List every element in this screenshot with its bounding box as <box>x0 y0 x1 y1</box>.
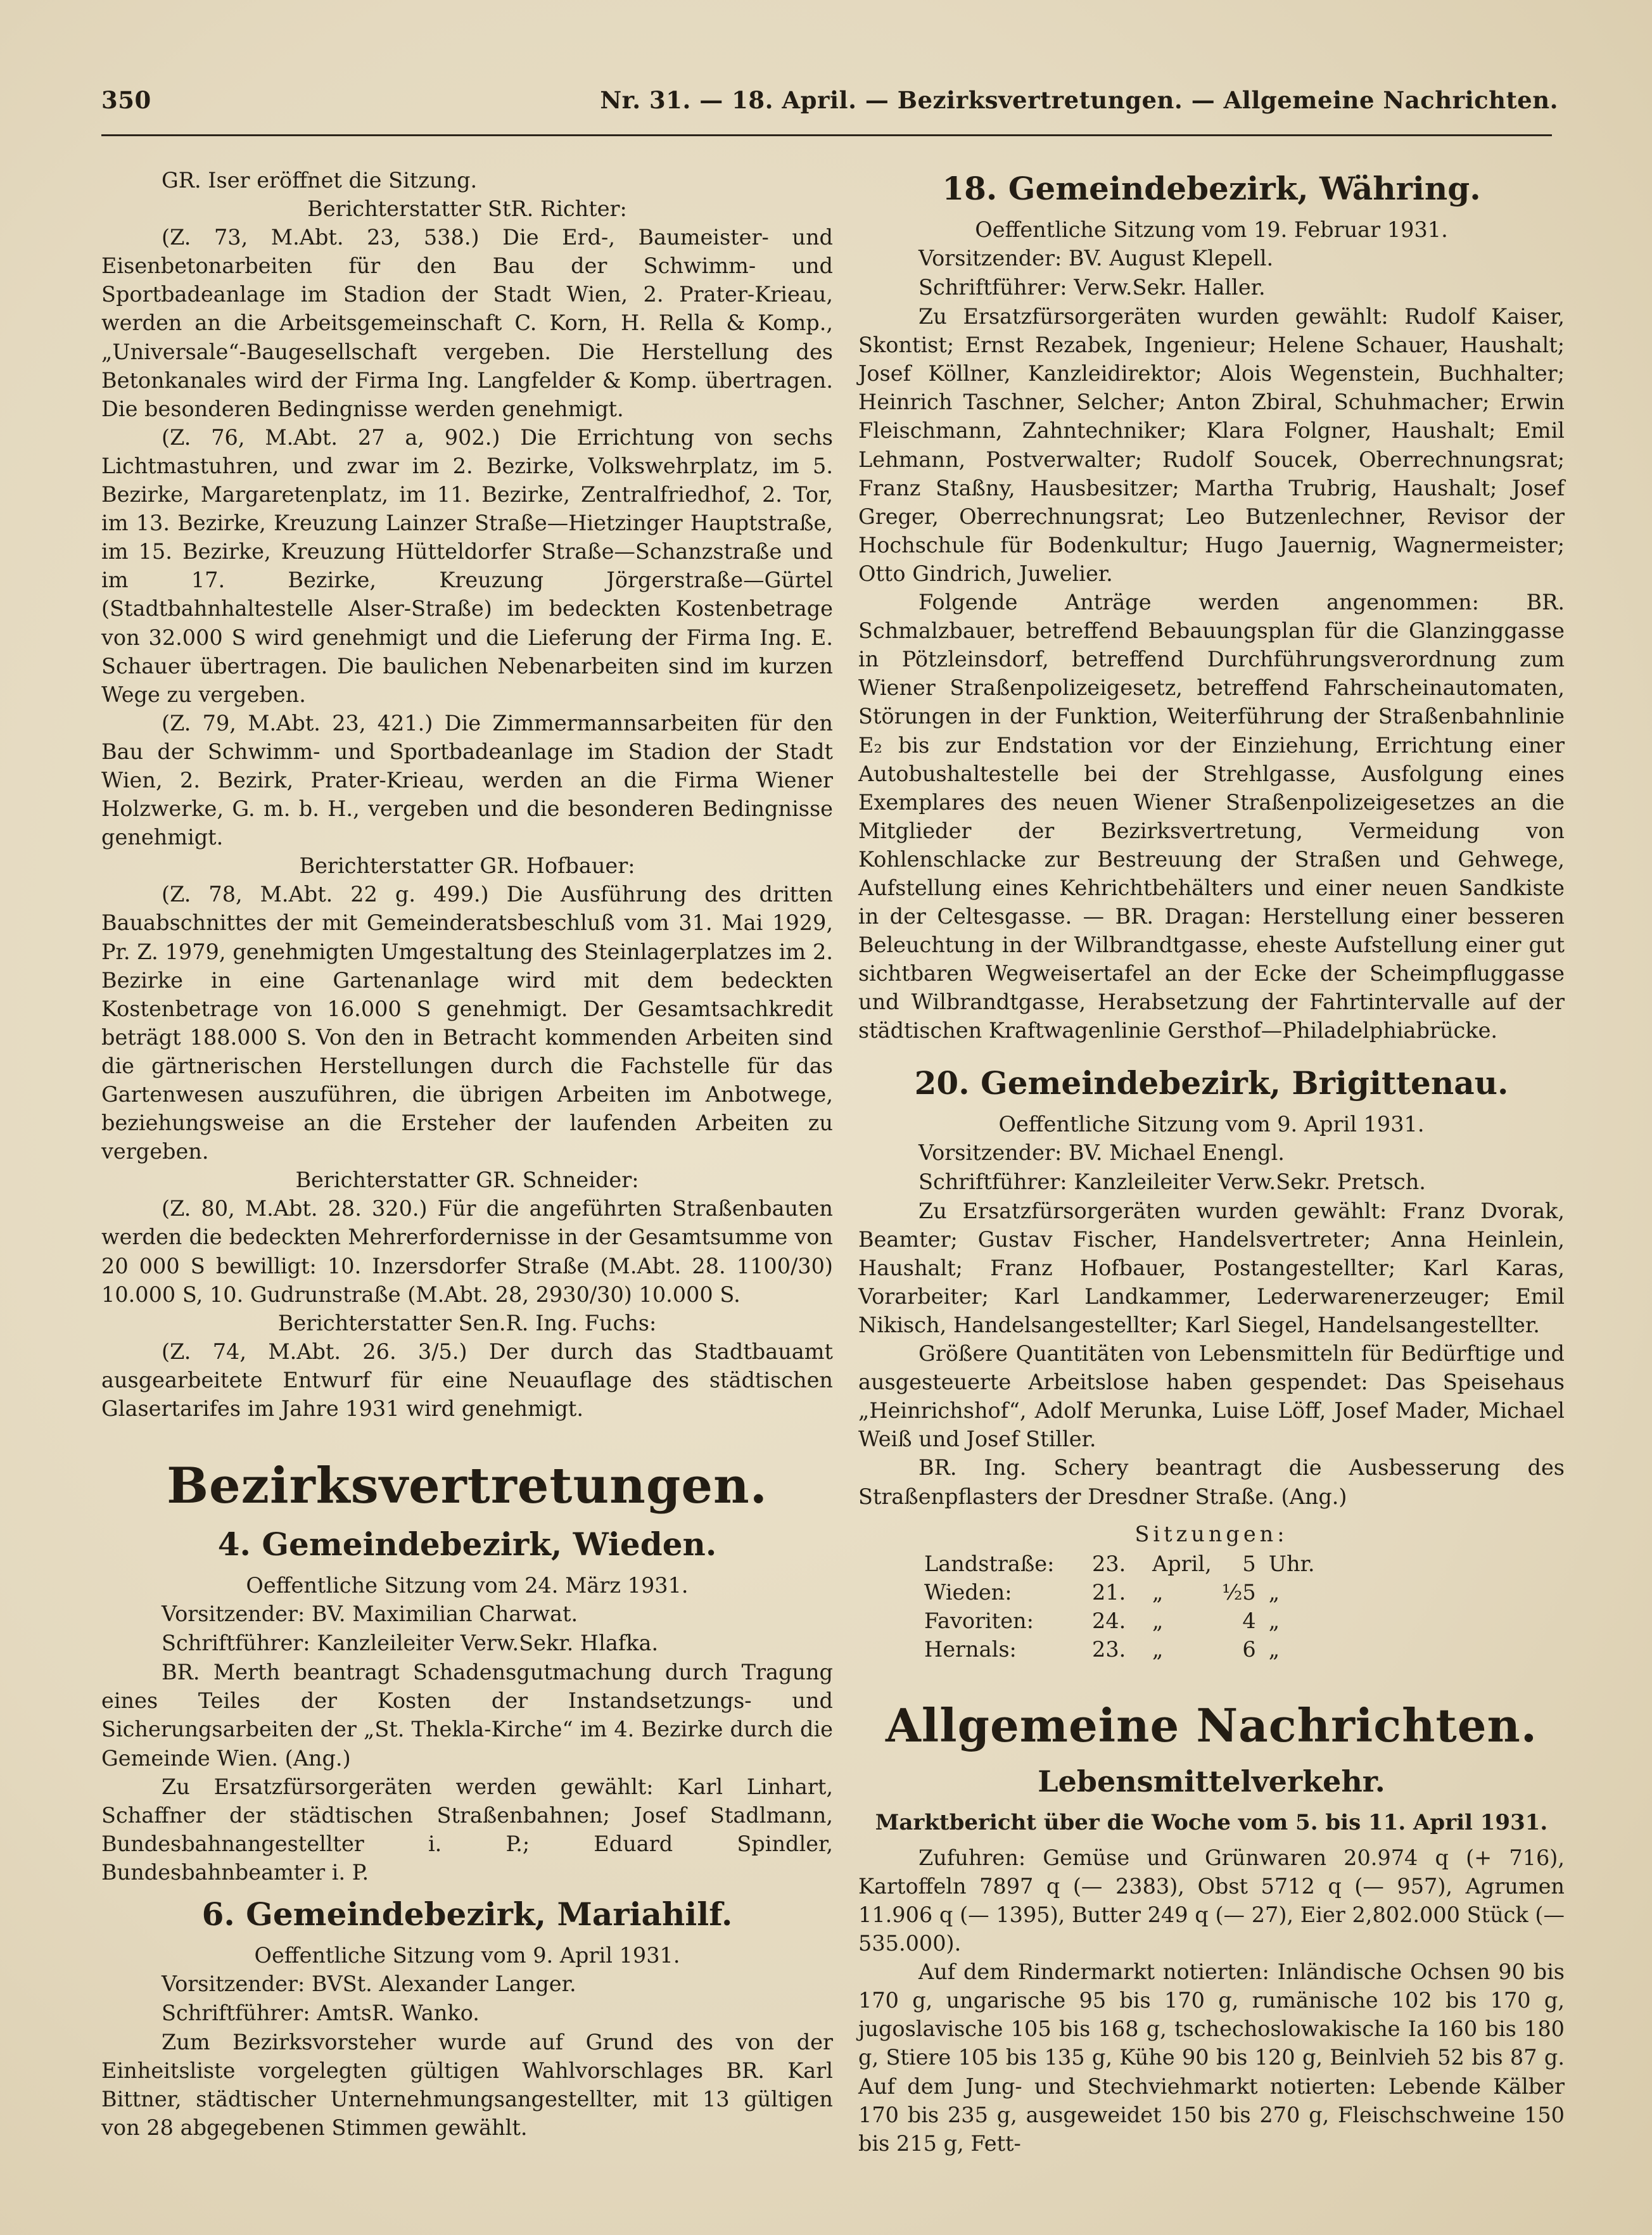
opening-paragraph: GR. Iser eröffnet die Sitzung. <box>162 168 478 193</box>
item-paragraph: (Z. 76, M.Abt. 27 a, 902.) Die Errichtung von sechs Lichtmastuhren, und zwar im 2. Bezirke, Volkswehrplatz, im 5. Bezirke, Margaretenplatz, im 11. Bezirke, Zentralfriedhof, 2. Tor, im 13. Bezirke, Kreuzung Lainzer Straße—Hietzinger Hauptstraße, im 15. Bezirke, Kreuzung Hütteldorfer Straße—Schanzstraße und im 17. Bezirke, Kreuzung Jörgerstraße—Gürtel (Stadtbahnhaltestelle Alser-Straße) im bedeckten Kostenbetrage von 32.000 S wird genehmigt und die Lieferung der Firma Ing. E. Schauer übertragen. Die baulichen Nebenarbeiten sind im kurzen Wege zu vergeben. <box>101 424 833 707</box>
secretary-line: Schriftführer: Kanzleileiter Verw.Sekr. Hlafka. <box>162 1631 659 1656</box>
day-cell: 24. <box>1092 1608 1126 1633</box>
time-cell: 5 <box>1242 1551 1256 1576</box>
reporter-line: Berichterstatter GR. Hofbauer: <box>299 853 635 879</box>
unit-cell: „ <box>1268 1608 1280 1633</box>
table-row <box>924 1578 1315 1607</box>
chair-line: Vorsitzender: BV. Maximilian Charwat. <box>162 1601 578 1627</box>
session-line: Oeffentliche Sitzung vom 9. April 1931. <box>254 1942 680 1968</box>
day-cell: 23. <box>1092 1636 1126 1662</box>
reporter-line: Berichterstatter StR. Richter: <box>307 196 627 222</box>
session-line: Oeffentliche Sitzung vom 24. März 1931. <box>246 1573 689 1598</box>
district-4-heading: 4. Gemeindebezirk, Wieden. <box>217 1525 717 1563</box>
subsection-heading-lebensmittelverkehr: Lebensmittelverkehr. <box>1038 1764 1385 1799</box>
district-cell: Hernals: <box>924 1636 1017 1662</box>
table-row <box>924 1635 1315 1664</box>
item-paragraph: (Z. 79, M.Abt. 23, 421.) Die Zimmermannsarbeiten für den Bau der Schwimm- und Sportbadeanlage im Stadion der Stadt Wien, 2. Bezirk, Prater-Krieau, werden an die Firma Wiener Holzwerke, G. m. b. H., vergeben und die besonderen Bedingnisse genehmigt. <box>101 710 833 850</box>
month-cell: „ <box>1152 1608 1164 1633</box>
item-paragraph: (Z. 78, M.Abt. 22 g. 499.) Die Ausführung des dritten Bauabschnittes der mit Gemeinderatsbeschluß vom 31. Mai 1929, Pr. Z. 1979, genehmigten Umgestaltung des Steinlagerplatzes im 2. Bezirke in eine Gartenanlage wird mit dem bedeckten Kostenbetrage von 16.000 S genehmigt. Der Gesamtsachkredit beträgt 188.000 S. Von den in Betracht kommenden Arbeiten sind die gärtnerischen Herstellungen durch die Fachstelle für das Gartenwesen auszuführen, die übrigen Arbeiten im Anbotwege, beziehungsweise an die Ersteher der laufenden Arbeiten zu vergeben. <box>101 882 833 1164</box>
district-paragraph: Zu Ersatzfürsorgeräten werden gewählt: Karl Linhart, Schaffner der städtischen Straßenbahnen; Josef Stadlmann, Bundesbahnangestellter i. P.; Eduard Spindler, Bundesbahnbeamter i. P. <box>101 1774 833 1885</box>
chair-line: Vorsitzender: BVSt. Alexander Langer. <box>162 1971 576 1997</box>
market-paragraph: Auf dem Rindermarkt notierten: Inländische Ochsen 90 bis 170 g, ungarische 95 bis 170 g, rumänische 102 bis 170 g, jugoslavische 105 bis 168 g, tschechoslowakische Ia 160 bis 180 g, Stiere 105 bis 135 g, Kühe 90 bis 120 g, Beinlvieh 52 bis 87 g. Auf dem Jung- und Stechviehmarkt notierten: Lebende Kälber 170 bis 235 g, ausgeweidet 150 bis 270 g, Fleischschweine 150 bis 215 g, Fett- <box>858 1959 1565 2156</box>
sessions-heading: Sitzungen: <box>1134 1521 1288 1546</box>
page-header <box>101 86 1558 124</box>
secretary-line: Schriftführer: AmtsR. Wanko. <box>162 2001 480 2026</box>
section-heading-bezirksvertretungen: Bezirksvertretungen. <box>167 1457 768 1515</box>
month-cell: „ <box>1152 1579 1164 1605</box>
time-cell: 4 <box>1242 1608 1256 1633</box>
chair-line: Vorsitzender: BV. Michael Enengl. <box>918 1140 1285 1165</box>
market-report-title: Marktbericht über die Woche vom 5. bis 11. April 1931. <box>875 1809 1548 1835</box>
unit-cell: „ <box>1268 1636 1280 1662</box>
table-row <box>924 1607 1315 1635</box>
market-paragraph: Zufuhren: Gemüse und Grünwaren 20.974 q (+ 716), Kartoffeln 7897 q (— 2383), Obst 5712 q (— 957), Agrumen 11.906 q (— 1395), Butter 249 q (— 27), Eier 2,802.000 Stück (— 535.000). <box>858 1845 1565 1956</box>
district-18-heading: 18. Gemeindebezirk, Währing. <box>942 170 1481 207</box>
chair-line: Vorsitzender: BV. August Klepell. <box>918 246 1274 271</box>
district-paragraph: BR. Merth beantragt Schadensgutmachung durch Tragung eines Teiles der Kosten der Instandsetzungs- und Sicherungsarbeiten der „St. Thekla-Kirche“ im 4. Bezirke durch die Gemeinde Wien. (Ang.) <box>101 1660 833 1771</box>
secretary-line: Schriftführer: Kanzleileiter Verw.Sekr. Pretsch. <box>918 1169 1426 1194</box>
district-paragraph: Folgende Anträge werden angenommen: BR. Schmalzbauer, betreffend Bebauungsplan für die Glanzinggasse in Pötzleinsdorf, betreffend Durchführungsverordnung zum Wiener Straßenpolizeigesetz, betreffend Fahrscheinautomaten, Störungen in der Funktion, Weiterführung der Straßenbahnlinie E₂ bis zur Endstation vor der Einziehung, Errichtung einer Autobushaltestelle bei der Strehlgasse, Ausfolgung eines Exemplares des neuen Wiener Straßenpolizeigesetzes an die Mitglieder der Bezirksvertretung, Vermeidung von Kohlenschlacke zur Bestreuung der Straßen und Gehwege, Aufstellung eines Kehrichtbehälters und einer neuen Sandkiste in der Celtesgasse. — BR. Dragan: Herstellung einer besseren Beleuchtung in der Wilbrandtgasse, eheste Aufstellung einer gut sichtbaren Wegweisertafel an der Ecke der Scheimpfluggasse und Wilbrandtgasse, Herabsetzung der Fahrtintervalle auf der städtischen Kraftwagenlinie Gersthof—Philadelphiabrücke. <box>858 590 1565 1043</box>
right-column <box>858 166 1565 2158</box>
item-paragraph: (Z. 73, M.Abt. 23, 538.) Die Erd-, Baumeister- und Eisenbetonarbeiten für den Bau der Schwimm- und Sportbadeanlage im Stadion der Stadt Wien, 2. Prater-Krieau, werden an die Arbeitsgemeinschaft C. Korn, H. Rella & Komp., „Universale“-Baugesellschaft vergeben. Die Herstellung des Betonkanales wird der Firma Ing. Langfelder & Komp. übertragen. Die besonderen Bedingnisse werden genehmigt. <box>101 225 833 421</box>
page-number: 350 <box>101 86 151 114</box>
district-paragraph: Größere Quantitäten von Lebensmitteln für Bedürftige und ausgesteuerte Arbeitslose haben gespendet: Das Speisehaus „Heinrichshof“, Adolf Merunka, Luise Löff, Josef Mader, Michael Weiß und Josef Stiller. <box>858 1341 1565 1452</box>
header-rule <box>101 134 1552 136</box>
section-heading-allgemeine-nachrichten: Allgemeine Nachrichten. <box>886 1698 1537 1752</box>
district-paragraph: BR. Ing. Schery beantragt die Ausbesserung des Straßenpflasters der Dresdner Straße. (Ang.) <box>858 1455 1565 1509</box>
time-cell: 6 <box>1242 1636 1256 1662</box>
left-column <box>101 166 833 2142</box>
sessions-table <box>924 1550 1315 1664</box>
district-paragraph: Zum Bezirksvorsteher wurde auf Grund des von der Einheitsliste vorgelegten gültigen Wahlvorschlages BR. Karl Bittner, städtischer Unternehmungsangestellter, mit 13 gültigen von 28 abgegebenen Stimmen gewählt. <box>101 2030 833 2141</box>
reporter-line: Berichterstatter GR. Schneider: <box>295 1168 639 1193</box>
table-row <box>924 1550 1315 1578</box>
month-cell: „ <box>1152 1636 1164 1662</box>
district-20-heading: 20. Gemeindebezirk, Brigittenau. <box>914 1064 1509 1102</box>
district-cell: Landstraße: <box>924 1551 1055 1576</box>
session-line: Oeffentliche Sitzung vom 9. April 1931. <box>998 1111 1425 1137</box>
district-6-heading: 6. Gemeindebezirk, Mariahilf. <box>201 1895 733 1933</box>
secretary-line: Schriftführer: Verw.Sekr. Haller. <box>918 275 1266 300</box>
district-cell: Favoriten: <box>924 1608 1034 1633</box>
district-paragraph: Zu Ersatzfürsorgeräten wurden gewählt: Rudolf Kaiser, Skontist; Ernst Rezabek, Ingenieur; Helene Schauer, Haushalt; Josef Köllner, Kanzleidirektor; Alois Wegenstein, Buchhalter; Heinrich Taschner, Selcher; Anton Zbiral, Schuhmacher; Erwin Fleischmann, Zahntechniker; Klara Folgner, Haushalt; Emil Lehmann, Postverwalter; Rudolf Soucek, Oberrechnungsrat; Franz Staßny, Hausbesitzer; Martha Trubrig, Haushalt; Josef Greger, Oberrechnungsrat; Leo Butzenlechner, Revisor der Hochschule für Bodenkultur; Hugo Jauernig, Wagnermeister; Otto Gindrich, Juwelier. <box>858 304 1565 586</box>
day-cell: 21. <box>1092 1579 1126 1605</box>
district-cell: Wieden: <box>924 1579 1012 1605</box>
session-line: Oeffentliche Sitzung vom 19. Februar 1931. <box>975 217 1448 242</box>
unit-cell: „ <box>1268 1579 1280 1605</box>
time-cell: ½5 <box>1221 1579 1256 1605</box>
month-cell: April, <box>1152 1551 1212 1576</box>
day-cell: 23. <box>1092 1551 1126 1576</box>
running-title: Nr. 31. — 18. April. — Bezirksvertretungen. — Allgemeine Nachrichten. <box>600 86 1558 114</box>
unit-cell: Uhr. <box>1268 1551 1315 1576</box>
item-paragraph: (Z. 74, M.Abt. 26. 3/5.) Der durch das Stadtbauamt ausgearbeitete Entwurf für eine Neuauflage des städtischen Glasertarifes im Jahre 1931 wird genehmigt. <box>101 1339 833 1422</box>
district-paragraph: Zu Ersatzfürsorgeräten wurden gewählt: Franz Dvorak, Beamter; Gustav Fischer, Handelsvertreter; Anna Heinlein, Haushalt; Franz Hofbauer, Postangestellter; Karl Karas, Vorarbeiter; Karl Landkammer, Lederwarenerzeuger; Emil Nikisch, Handelsangestellter; Karl Siegel, Handelsangestellter. <box>858 1198 1565 1337</box>
reporter-line: Berichterstatter Sen.R. Ing. Fuchs: <box>277 1310 657 1335</box>
item-paragraph: (Z. 80, M.Abt. 28. 320.) Für die angeführten Straßenbauten werden die bedeckten Mehrerfordernisse in der Gesamtsumme von 20 000 S bewilligt: 10. Inzersdorfer Straße (M.Abt. 28. 1100/30) 10.000 S, 10. Gudrunstraße (M.Abt. 28, 2930/30) 10.000 S. <box>101 1196 833 1307</box>
